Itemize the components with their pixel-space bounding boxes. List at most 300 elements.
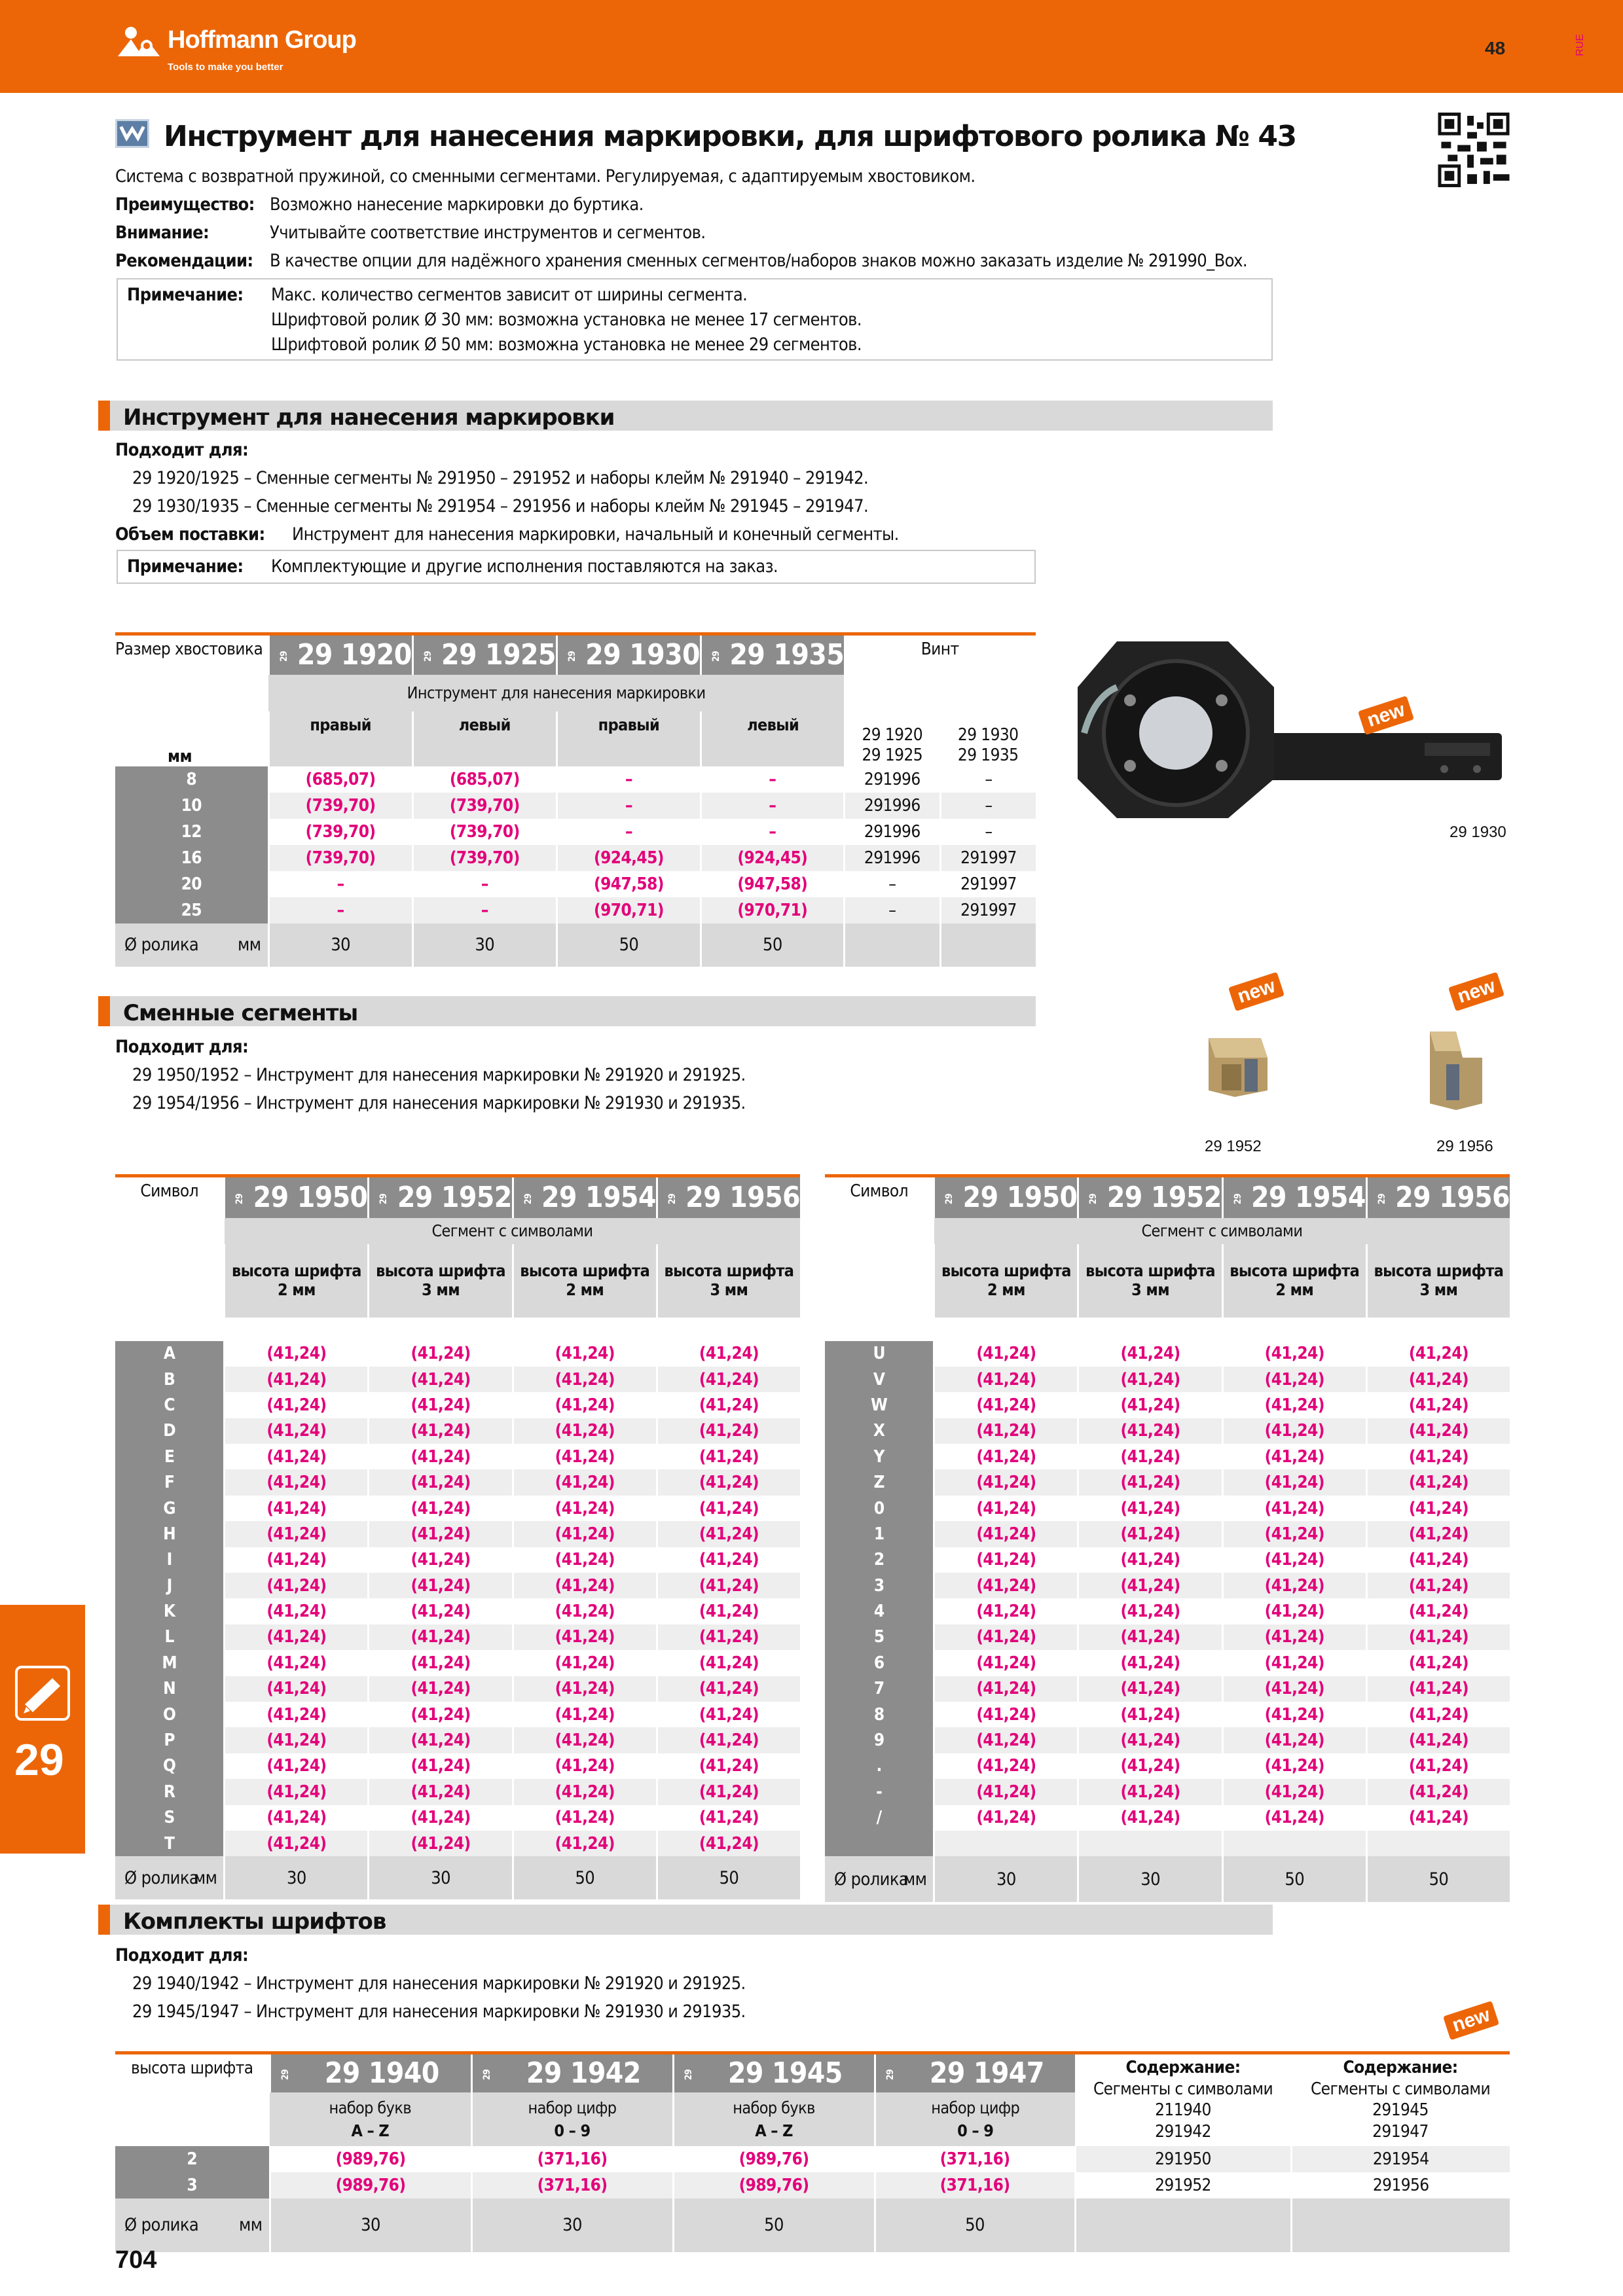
table-row xyxy=(115,1367,800,1392)
price-cell: (989,76) xyxy=(270,2146,471,2172)
price-cell: (41,24) xyxy=(1222,1341,1366,1367)
side-label: левый xyxy=(412,711,556,766)
screw-cell: – xyxy=(940,819,1036,845)
price-cell: (739,70) xyxy=(412,793,556,819)
price-cell: (41,24) xyxy=(657,1753,800,1779)
screw-cell: – xyxy=(844,897,940,924)
price-cell: (41,24) xyxy=(513,1496,657,1521)
table-row xyxy=(115,1779,800,1804)
price-cell: (41,24) xyxy=(369,1831,513,1856)
foot-value: 50 xyxy=(657,1856,800,1899)
group-header-291935: 29 29 1935 xyxy=(701,634,845,675)
foot-value: 30 xyxy=(934,1856,1078,1902)
segment-caption: 29 1956 xyxy=(1436,1138,1493,1155)
price-cell: – xyxy=(268,871,412,897)
price-cell: (41,24) xyxy=(1078,1702,1222,1727)
price-cell: (41,24) xyxy=(369,1650,513,1676)
symbol: Y xyxy=(825,1444,934,1469)
price-cell: (41,24) xyxy=(513,1831,657,1856)
symbol: K xyxy=(115,1598,225,1624)
price-cell: (41,24) xyxy=(1222,1469,1366,1495)
price-cell: (989,76) xyxy=(270,2172,471,2198)
price-cell: (41,24) xyxy=(225,1392,369,1418)
fits-line-1: 29 1920/1925 – Сменные сегменты № 291950 – 291952 и наборы клейм № 291940 – 291942. xyxy=(132,468,869,488)
table-row xyxy=(825,1676,1510,1702)
table-row xyxy=(825,1444,1510,1469)
price-cell: (41,24) xyxy=(934,1624,1078,1650)
table-row xyxy=(825,1521,1510,1547)
price-cell: (41,24) xyxy=(369,1727,513,1753)
price-cell: (41,24) xyxy=(513,1676,657,1702)
price-cell: (371,16) xyxy=(471,2172,673,2198)
table-row xyxy=(115,1496,800,1521)
symbol: . xyxy=(825,1753,934,1779)
price-cell: (739,70) xyxy=(268,793,412,819)
symbol: E xyxy=(115,1444,225,1469)
price-cell: (41,24) xyxy=(1366,1676,1510,1702)
price-cell: (41,24) xyxy=(1366,1367,1510,1392)
scope xyxy=(115,524,899,545)
group-header-291954: 29 29 1954 xyxy=(1222,1176,1366,1218)
price-cell: (41,24) xyxy=(1078,1547,1222,1573)
price-cell: (41,24) xyxy=(513,1521,657,1547)
price-cell: (41,24) xyxy=(369,1496,513,1521)
new-badge: new xyxy=(1228,972,1285,1011)
price-cell: (41,24) xyxy=(934,1418,1078,1444)
price-cell: (41,24) xyxy=(225,1779,369,1804)
price-cell: (41,24) xyxy=(1222,1496,1366,1521)
table-row xyxy=(115,1392,800,1418)
price-cell: (41,24) xyxy=(1078,1496,1222,1521)
note-line-2: Шрифтовой ролик Ø 30 мм: возможна установка не менее 17 сегментов. xyxy=(271,310,862,330)
price-cell: (41,24) xyxy=(1222,1676,1366,1702)
page-header xyxy=(0,0,1623,93)
symbol: 1 xyxy=(825,1521,934,1547)
foot-value: 50 xyxy=(556,924,701,967)
foot-value: 30 xyxy=(270,2198,471,2252)
foot-value: 50 xyxy=(701,924,845,967)
price-cell: (41,24) xyxy=(934,1676,1078,1702)
price-cell: (41,24) xyxy=(1366,1521,1510,1547)
note-line-1: Макс. количество сегментов зависит от ширины сегмента. xyxy=(271,285,748,305)
price-cell: (41,24) xyxy=(1078,1779,1222,1804)
unit-label: мм xyxy=(168,746,192,766)
qr-code-icon[interactable] xyxy=(1438,113,1510,187)
foot-label: Ø ролика мм xyxy=(825,1856,934,1902)
group-header-291942: 29 29 1942 xyxy=(471,2053,673,2092)
price-cell: (41,24) xyxy=(513,1469,657,1495)
segments-table-right xyxy=(825,1174,1510,1902)
height-label: высота шрифта 2 мм xyxy=(934,1244,1078,1318)
price-cell: (41,24) xyxy=(369,1676,513,1702)
price-cell: (371,16) xyxy=(875,2146,1075,2172)
price-cell: (41,24) xyxy=(1078,1573,1222,1598)
height-label: высота шрифта 3 мм xyxy=(1366,1244,1510,1318)
price-cell: (41,24) xyxy=(225,1367,369,1392)
symbol: F xyxy=(115,1469,225,1495)
price-cell: (41,24) xyxy=(513,1573,657,1598)
symbol: H xyxy=(115,1521,225,1547)
scope-text: Инструмент для нанесения маркировки, начальный и конечный сегменты. xyxy=(292,524,899,545)
price-cell: (41,24) xyxy=(1222,1367,1366,1392)
price-cell: (41,24) xyxy=(513,1341,657,1367)
price-cell: (41,24) xyxy=(657,1496,800,1521)
fits-line-1: 29 1940/1942 – Инструмент для нанесения маркировки № 291920 и 291925. xyxy=(132,1973,746,1994)
foot-label: Ø ролика мм xyxy=(115,924,268,967)
table-row xyxy=(825,1341,1510,1367)
height-label: высота шрифта 2 мм xyxy=(225,1244,369,1318)
price-cell: (41,24) xyxy=(934,1496,1078,1521)
table-row xyxy=(825,1779,1510,1804)
foot-value: 30 xyxy=(471,2198,673,2252)
price-cell: (41,24) xyxy=(1078,1805,1222,1831)
price-cell: (41,24) xyxy=(1078,1727,1222,1753)
price-cell: (41,24) xyxy=(1366,1598,1510,1624)
price-cell: (41,24) xyxy=(1366,1341,1510,1367)
price-cell: (41,24) xyxy=(1078,1650,1222,1676)
section-segments-bar xyxy=(98,996,1036,1026)
table-row xyxy=(115,897,1036,924)
content-cell: 291950 xyxy=(1075,2146,1291,2172)
symbol: J xyxy=(115,1573,225,1598)
price-cell: (41,24) xyxy=(369,1598,513,1624)
shank-size: 12 xyxy=(115,819,268,845)
group-header-291945: 29 29 1945 xyxy=(673,2053,875,2092)
table-row xyxy=(825,1573,1510,1598)
price-cell: (924,45) xyxy=(701,845,845,871)
set-name: набор цифр 0 – 9 xyxy=(471,2092,673,2146)
price-cell: – xyxy=(412,897,556,924)
symbol: W xyxy=(825,1392,934,1418)
set-name: набор цифр 0 – 9 xyxy=(875,2092,1075,2146)
height-label: высота шрифта 3 мм xyxy=(657,1244,800,1318)
section-title: Инструмент для нанесения маркировки xyxy=(123,404,615,431)
symbol: X xyxy=(825,1418,934,1444)
screw-cell: 291997 xyxy=(940,897,1036,924)
price-cell: (41,24) xyxy=(1222,1547,1366,1573)
table-row xyxy=(825,1418,1510,1444)
shank-size: 10 xyxy=(115,793,268,819)
group-header-291925: 29 29 1925 xyxy=(412,634,556,675)
recommend-label: Рекомендации: xyxy=(115,251,253,271)
table-row xyxy=(115,1418,800,1444)
price-cell: (41,24) xyxy=(1078,1367,1222,1392)
price-cell: (41,24) xyxy=(369,1547,513,1573)
screw-cell: 291996 xyxy=(844,819,940,845)
price-cell: (41,24) xyxy=(1078,1598,1222,1624)
price-cell: (371,16) xyxy=(875,2172,1075,2198)
screw-cell: 291996 xyxy=(844,845,940,871)
price-cell: (41,24) xyxy=(1366,1779,1510,1804)
group-header-291930: 29 29 1930 xyxy=(556,634,701,675)
price-cell: (41,24) xyxy=(369,1418,513,1444)
height-label: высота шрифта 2 мм xyxy=(513,1244,657,1318)
segment-291952-image xyxy=(1195,1018,1281,1110)
price-cell: (41,24) xyxy=(225,1573,369,1598)
symbol: I xyxy=(115,1547,225,1573)
intro-advantage xyxy=(115,194,644,215)
section-font-sets-bar xyxy=(98,1905,1273,1935)
price-cell: (41,24) xyxy=(1222,1805,1366,1831)
price-cell: (41,24) xyxy=(225,1805,369,1831)
price-cell: (41,24) xyxy=(934,1521,1078,1547)
price-cell: – xyxy=(701,793,845,819)
table-row xyxy=(115,1702,800,1727)
price-cell: (41,24) xyxy=(369,1702,513,1727)
symbol: Q xyxy=(115,1753,225,1779)
screw-cell: – xyxy=(844,871,940,897)
symbol: C xyxy=(115,1392,225,1418)
price-cell: (41,24) xyxy=(225,1444,369,1469)
foot-value: 50 xyxy=(875,2198,1075,2252)
table-row xyxy=(825,1753,1510,1779)
brand-tagline: Tools to make you better xyxy=(168,62,283,73)
price-cell: (41,24) xyxy=(1222,1779,1366,1804)
price-cell: – xyxy=(556,766,701,793)
price-cell: (41,24) xyxy=(657,1676,800,1702)
group-header-291954: 29 29 1954 xyxy=(513,1176,657,1218)
price-cell: (947,58) xyxy=(556,871,701,897)
table-row xyxy=(115,819,1036,845)
price-cell: (41,24) xyxy=(1078,1676,1222,1702)
segments-table-left xyxy=(115,1174,800,1899)
foot-value: 30 xyxy=(1078,1856,1222,1902)
side-label: левый xyxy=(701,711,845,766)
attention-text: Учитывайте соответствие инструментов и сегментов. xyxy=(270,223,706,243)
table-row xyxy=(115,1547,800,1573)
price-cell: (970,71) xyxy=(701,897,845,924)
price-cell: (41,24) xyxy=(1222,1598,1366,1624)
price-cell: (41,24) xyxy=(1078,1418,1222,1444)
recommend-text: В качестве опции для надёжного хранения сменных сегментов/наборов знаков можно заказать изделие № 291990_Box. xyxy=(270,251,1247,271)
sec1-note-text: Комплектующие и другие исполнения поставляются на заказ. xyxy=(271,556,778,577)
price-cell: (41,24) xyxy=(513,1805,657,1831)
symbol: 3 xyxy=(825,1573,934,1598)
price-cell: (41,24) xyxy=(1222,1521,1366,1547)
price-cell: (41,24) xyxy=(934,1702,1078,1727)
price-cell: (41,24) xyxy=(225,1624,369,1650)
new-badge: new xyxy=(1443,2001,1499,2040)
price-cell: (41,24) xyxy=(513,1418,657,1444)
table-row xyxy=(115,1624,800,1650)
price-cell: (41,24) xyxy=(1078,1753,1222,1779)
set-name: набор букв A – Z xyxy=(270,2092,471,2146)
price-cell: (41,24) xyxy=(934,1469,1078,1495)
price-cell: (41,24) xyxy=(369,1469,513,1495)
price-cell: (41,24) xyxy=(225,1521,369,1547)
foot-label: Ø ролика мм xyxy=(115,1856,225,1899)
intro-system: Система с возвратной пружиной, со сменными сегментами. Регулируемая, с адаптируемым хвостовиком. xyxy=(115,166,976,187)
screw-cell: 291996 xyxy=(844,793,940,819)
table-row xyxy=(115,1598,800,1624)
table-row xyxy=(115,1805,800,1831)
symbol: - xyxy=(825,1779,934,1804)
new-badge: new xyxy=(1358,696,1414,735)
table-subtitle: Сегмент с символами xyxy=(225,1218,800,1244)
table-row xyxy=(115,1521,800,1547)
price-cell: (739,70) xyxy=(412,819,556,845)
price-cell: (41,24) xyxy=(1222,1444,1366,1469)
table-row xyxy=(115,1727,800,1753)
price-cell: (739,70) xyxy=(412,845,556,871)
price-cell: (739,70) xyxy=(268,819,412,845)
price-cell: (41,24) xyxy=(1366,1392,1510,1418)
height-label: высота шрифта 3 мм xyxy=(369,1244,513,1318)
table-row xyxy=(115,871,1036,897)
group-header-291950: 29 29 1950 xyxy=(934,1176,1078,1218)
price-cell: (41,24) xyxy=(513,1727,657,1753)
symbol: 6 xyxy=(825,1650,934,1676)
screw-cell: 291997 xyxy=(940,845,1036,871)
advantage-label: Преимущество: xyxy=(115,194,255,215)
price-cell: – xyxy=(556,793,701,819)
table-row xyxy=(115,1650,800,1676)
table-corner: высота шрифта xyxy=(131,2058,253,2078)
price-cell: (41,24) xyxy=(369,1624,513,1650)
fits-label: Подходит для: xyxy=(115,440,249,460)
price-cell: (41,24) xyxy=(657,1367,800,1392)
price-cell: (41,24) xyxy=(657,1392,800,1418)
foot-value: 50 xyxy=(1222,1856,1366,1902)
price-cell: (41,24) xyxy=(513,1650,657,1676)
price-cell: (41,24) xyxy=(369,1753,513,1779)
price-cell: (41,24) xyxy=(513,1547,657,1573)
shank-size: 16 xyxy=(115,845,268,871)
font-height: 3 xyxy=(115,2172,270,2198)
table-row xyxy=(825,1831,1510,1856)
screw-cell: 291996 xyxy=(844,766,940,793)
height-label: высота шрифта 2 мм xyxy=(1222,1244,1366,1318)
price-cell: (41,24) xyxy=(1222,1727,1366,1753)
price-cell: (41,24) xyxy=(513,1598,657,1624)
content-col-2: Содержание: Сегменты с символами 291945 291947 xyxy=(1310,2058,1491,2142)
intro-attention xyxy=(115,223,706,243)
fits-line-1: 29 1950/1952 – Инструмент для нанесения маркировки № 291920 и 291925. xyxy=(132,1065,746,1085)
price-cell: (41,24) xyxy=(225,1676,369,1702)
price-cell: (41,24) xyxy=(657,1547,800,1573)
advantage-text: Возможно нанесение маркировки до буртика. xyxy=(270,194,644,215)
price-cell: (41,24) xyxy=(1222,1418,1366,1444)
price-cell: (685,07) xyxy=(268,766,412,793)
price-cell: (41,24) xyxy=(1366,1496,1510,1521)
price-cell: (41,24) xyxy=(657,1805,800,1831)
table-row xyxy=(825,1496,1510,1521)
screw-col-2: 29 1930 29 1935 xyxy=(957,725,1019,766)
table-row xyxy=(825,1805,1510,1831)
price-cell: (41,24) xyxy=(225,1753,369,1779)
table-row xyxy=(115,1831,800,1856)
table-row xyxy=(825,1650,1510,1676)
table-row xyxy=(115,1573,800,1598)
price-cell: (41,24) xyxy=(1078,1392,1222,1418)
price-cell: (371,16) xyxy=(471,2146,673,2172)
fits-line-2: 29 1930/1935 – Сменные сегменты № 291954 – 291956 и наборы клейм № 291945 – 291947. xyxy=(132,496,869,516)
price-cell: (41,24) xyxy=(934,1727,1078,1753)
symbol: 2 xyxy=(825,1547,934,1573)
symbol: B xyxy=(115,1367,225,1392)
shank-size: 20 xyxy=(115,871,268,897)
scope-label: Объем поставки: xyxy=(115,524,265,545)
price-cell: (41,24) xyxy=(1366,1418,1510,1444)
intro-recommend xyxy=(115,251,1247,271)
symbol: O xyxy=(115,1702,225,1727)
language-code: RUE xyxy=(1575,34,1586,56)
attention-label: Внимание: xyxy=(115,223,210,243)
marking-chapter-icon xyxy=(13,1664,72,1723)
table-row xyxy=(115,845,1036,871)
foot-value: 50 xyxy=(513,1856,657,1899)
section-marking-tool-bar xyxy=(98,401,1273,431)
product-caption: 29 1930 xyxy=(1450,823,1506,841)
price-cell: (41,24) xyxy=(1366,1547,1510,1573)
fits-line-2: 29 1954/1956 – Инструмент для нанесения маркировки № 291930 и 291935. xyxy=(132,1093,746,1113)
segment-caption: 29 1952 xyxy=(1205,1138,1262,1155)
price-cell: (41,24) xyxy=(225,1496,369,1521)
price-cell: (41,24) xyxy=(225,1341,369,1367)
price-cell: (41,24) xyxy=(657,1727,800,1753)
height-label: высота шрифта 3 мм xyxy=(1078,1244,1222,1318)
price-cell: (41,24) xyxy=(657,1624,800,1650)
symbol: S xyxy=(115,1805,225,1831)
price-cell: (41,24) xyxy=(934,1805,1078,1831)
price-cell: – xyxy=(556,819,701,845)
price-cell: (41,24) xyxy=(657,1598,800,1624)
page-number-bottom: 704 xyxy=(115,2246,157,2274)
price-cell: (41,24) xyxy=(369,1805,513,1831)
garant-brand-icon xyxy=(115,119,149,148)
chapter-tab[interactable] xyxy=(0,1605,85,1854)
price-cell: (41,24) xyxy=(1078,1341,1222,1367)
foot-label: Ø ролика мм xyxy=(115,2198,270,2252)
price-cell: (41,24) xyxy=(934,1598,1078,1624)
font-height: 2 xyxy=(115,2146,270,2172)
table-row xyxy=(115,2146,1510,2172)
price-cell: (41,24) xyxy=(513,1624,657,1650)
group-header-291920: 29 29 1920 xyxy=(268,634,412,675)
price-cell: (41,24) xyxy=(513,1392,657,1418)
table-row xyxy=(825,1702,1510,1727)
content-cell: 291952 xyxy=(1075,2172,1291,2198)
price-cell: (41,24) xyxy=(225,1650,369,1676)
new-badge: new xyxy=(1448,972,1504,1011)
price-cell: (41,24) xyxy=(1078,1521,1222,1547)
price-cell: (41,24) xyxy=(369,1521,513,1547)
price-cell: (41,24) xyxy=(934,1367,1078,1392)
symbol: 7 xyxy=(825,1676,934,1702)
price-cell: (41,24) xyxy=(657,1702,800,1727)
price-cell: (41,24) xyxy=(1222,1702,1366,1727)
price-cell: (41,24) xyxy=(1366,1469,1510,1495)
price-cell: (41,24) xyxy=(1078,1469,1222,1495)
symbol: D xyxy=(115,1418,225,1444)
section-title: Комплекты шрифтов xyxy=(123,1909,386,1935)
table-corner: Символ xyxy=(850,1181,908,1201)
price-cell: (41,24) xyxy=(225,1727,369,1753)
price-cell: (41,24) xyxy=(1366,1624,1510,1650)
shank-size: 8 xyxy=(115,766,268,793)
table-row xyxy=(825,1547,1510,1573)
price-cell: (41,24) xyxy=(1366,1573,1510,1598)
price-cell: (41,24) xyxy=(657,1573,800,1598)
table-row xyxy=(825,1367,1510,1392)
symbol: P xyxy=(115,1727,225,1753)
price-cell: (970,71) xyxy=(556,897,701,924)
shank-size: 25 xyxy=(115,897,268,924)
side-label: правый xyxy=(556,711,701,766)
price-cell: (41,24) xyxy=(225,1702,369,1727)
symbol: A xyxy=(115,1341,225,1367)
price-cell: (41,24) xyxy=(513,1779,657,1804)
